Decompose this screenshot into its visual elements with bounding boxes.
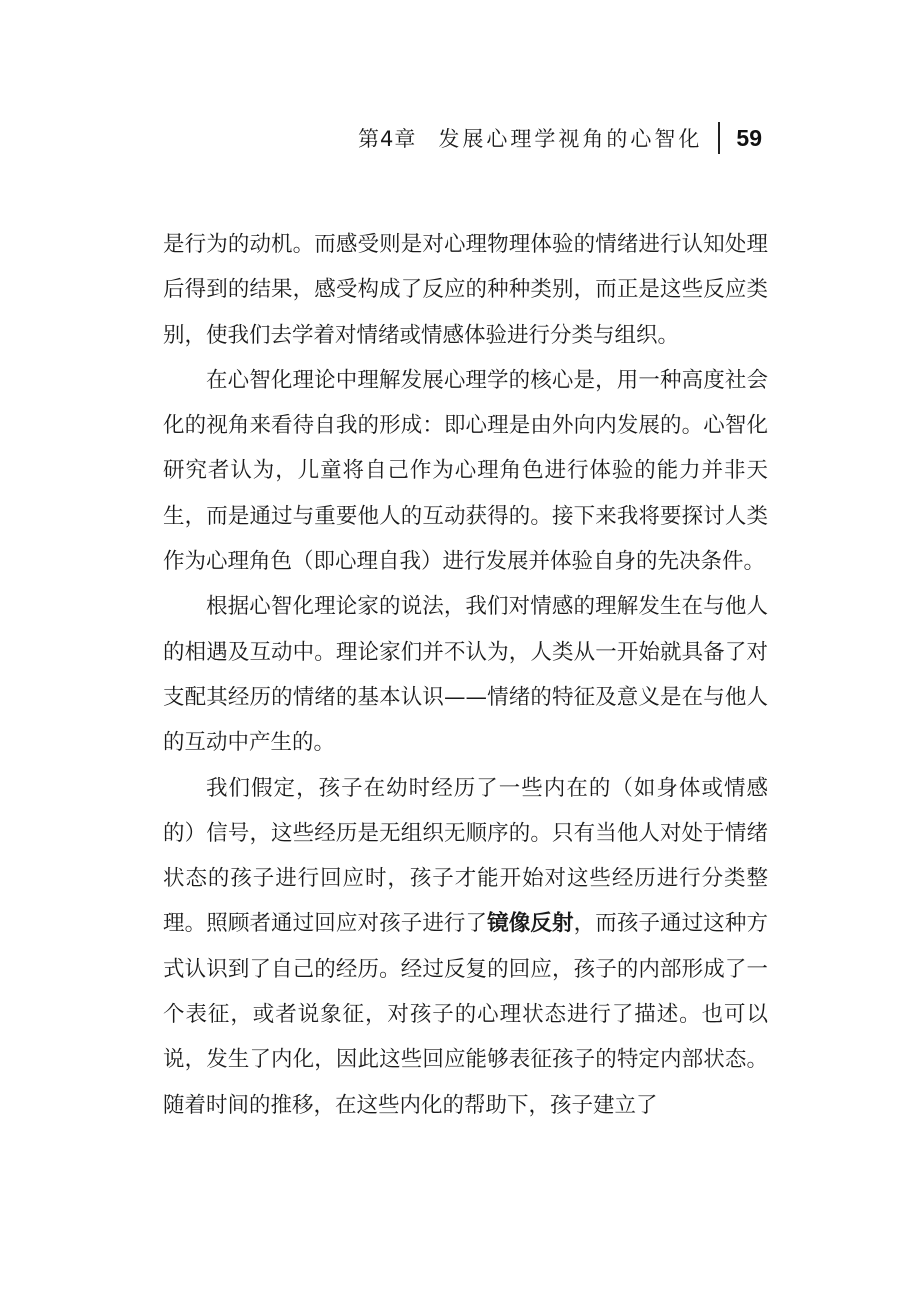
paragraph-text: ，而孩子通过这种方式认识到了自己的经历。经过反复的回应，孩子的内部形成了一个表征，或者说象征，对孩子的心理状态进行了描述。也可以说，发生了内化，因此这些回应能够表征孩子的特定内部状态。随着时间的推移，在这些内化的帮助下，孩子建立了 (163, 911, 768, 1118)
paragraph (163, 766, 768, 1128)
header-divider (718, 122, 720, 154)
paragraph: 根据心智化理论家的说法，我们对情感的理解发生在与他人的相遇及互动中。理论家们并不认为，人类从一开始就具备了对支配其经历的情绪的基本认识——情绪的特征及意义是在与他人的互动中产生的。 (163, 594, 768, 756)
body-text (163, 222, 768, 1128)
paragraph-continued: 是行为的动机。而感受则是对心理物理体验的情绪进行认知处理后得到的结果，感受构成了反应的种种类别，而正是这些反应类别，使我们去学着对情绪或情感体验进行分类与组织。 (163, 232, 768, 348)
running-header (358, 118, 762, 158)
emphasized-term: 镜像反射 (487, 911, 574, 937)
paragraph: 在心智化理论中理解发展心理学的核心是，用一种高度社会化的视角来看待自我的形成：即心理是由外向内发展的。心智化研究者认为，儿童将自己作为心理角色进行体验的能力并非天生，而是通过与重要他人的互动获得的。接下来我将要探讨人类作为心理角色（即心理自我）进行发展并体验自身的先决条件。 (163, 367, 768, 575)
chapter-title: 发展心理学视角的心智化 (438, 127, 703, 151)
page-number: 59 (736, 124, 762, 151)
chapter-label: 第4章 (358, 127, 417, 151)
paragraph-text: 我们假定，孩子在幼时经历了一些内在的（如身体或情感的）信号，这些经历是无组织无顺序的。只有当他人对处于情绪状态的孩子进行回应时，孩子才能开始对这些经历进行分类整理。照顾者通过回应对孩子进行了 (163, 775, 768, 937)
